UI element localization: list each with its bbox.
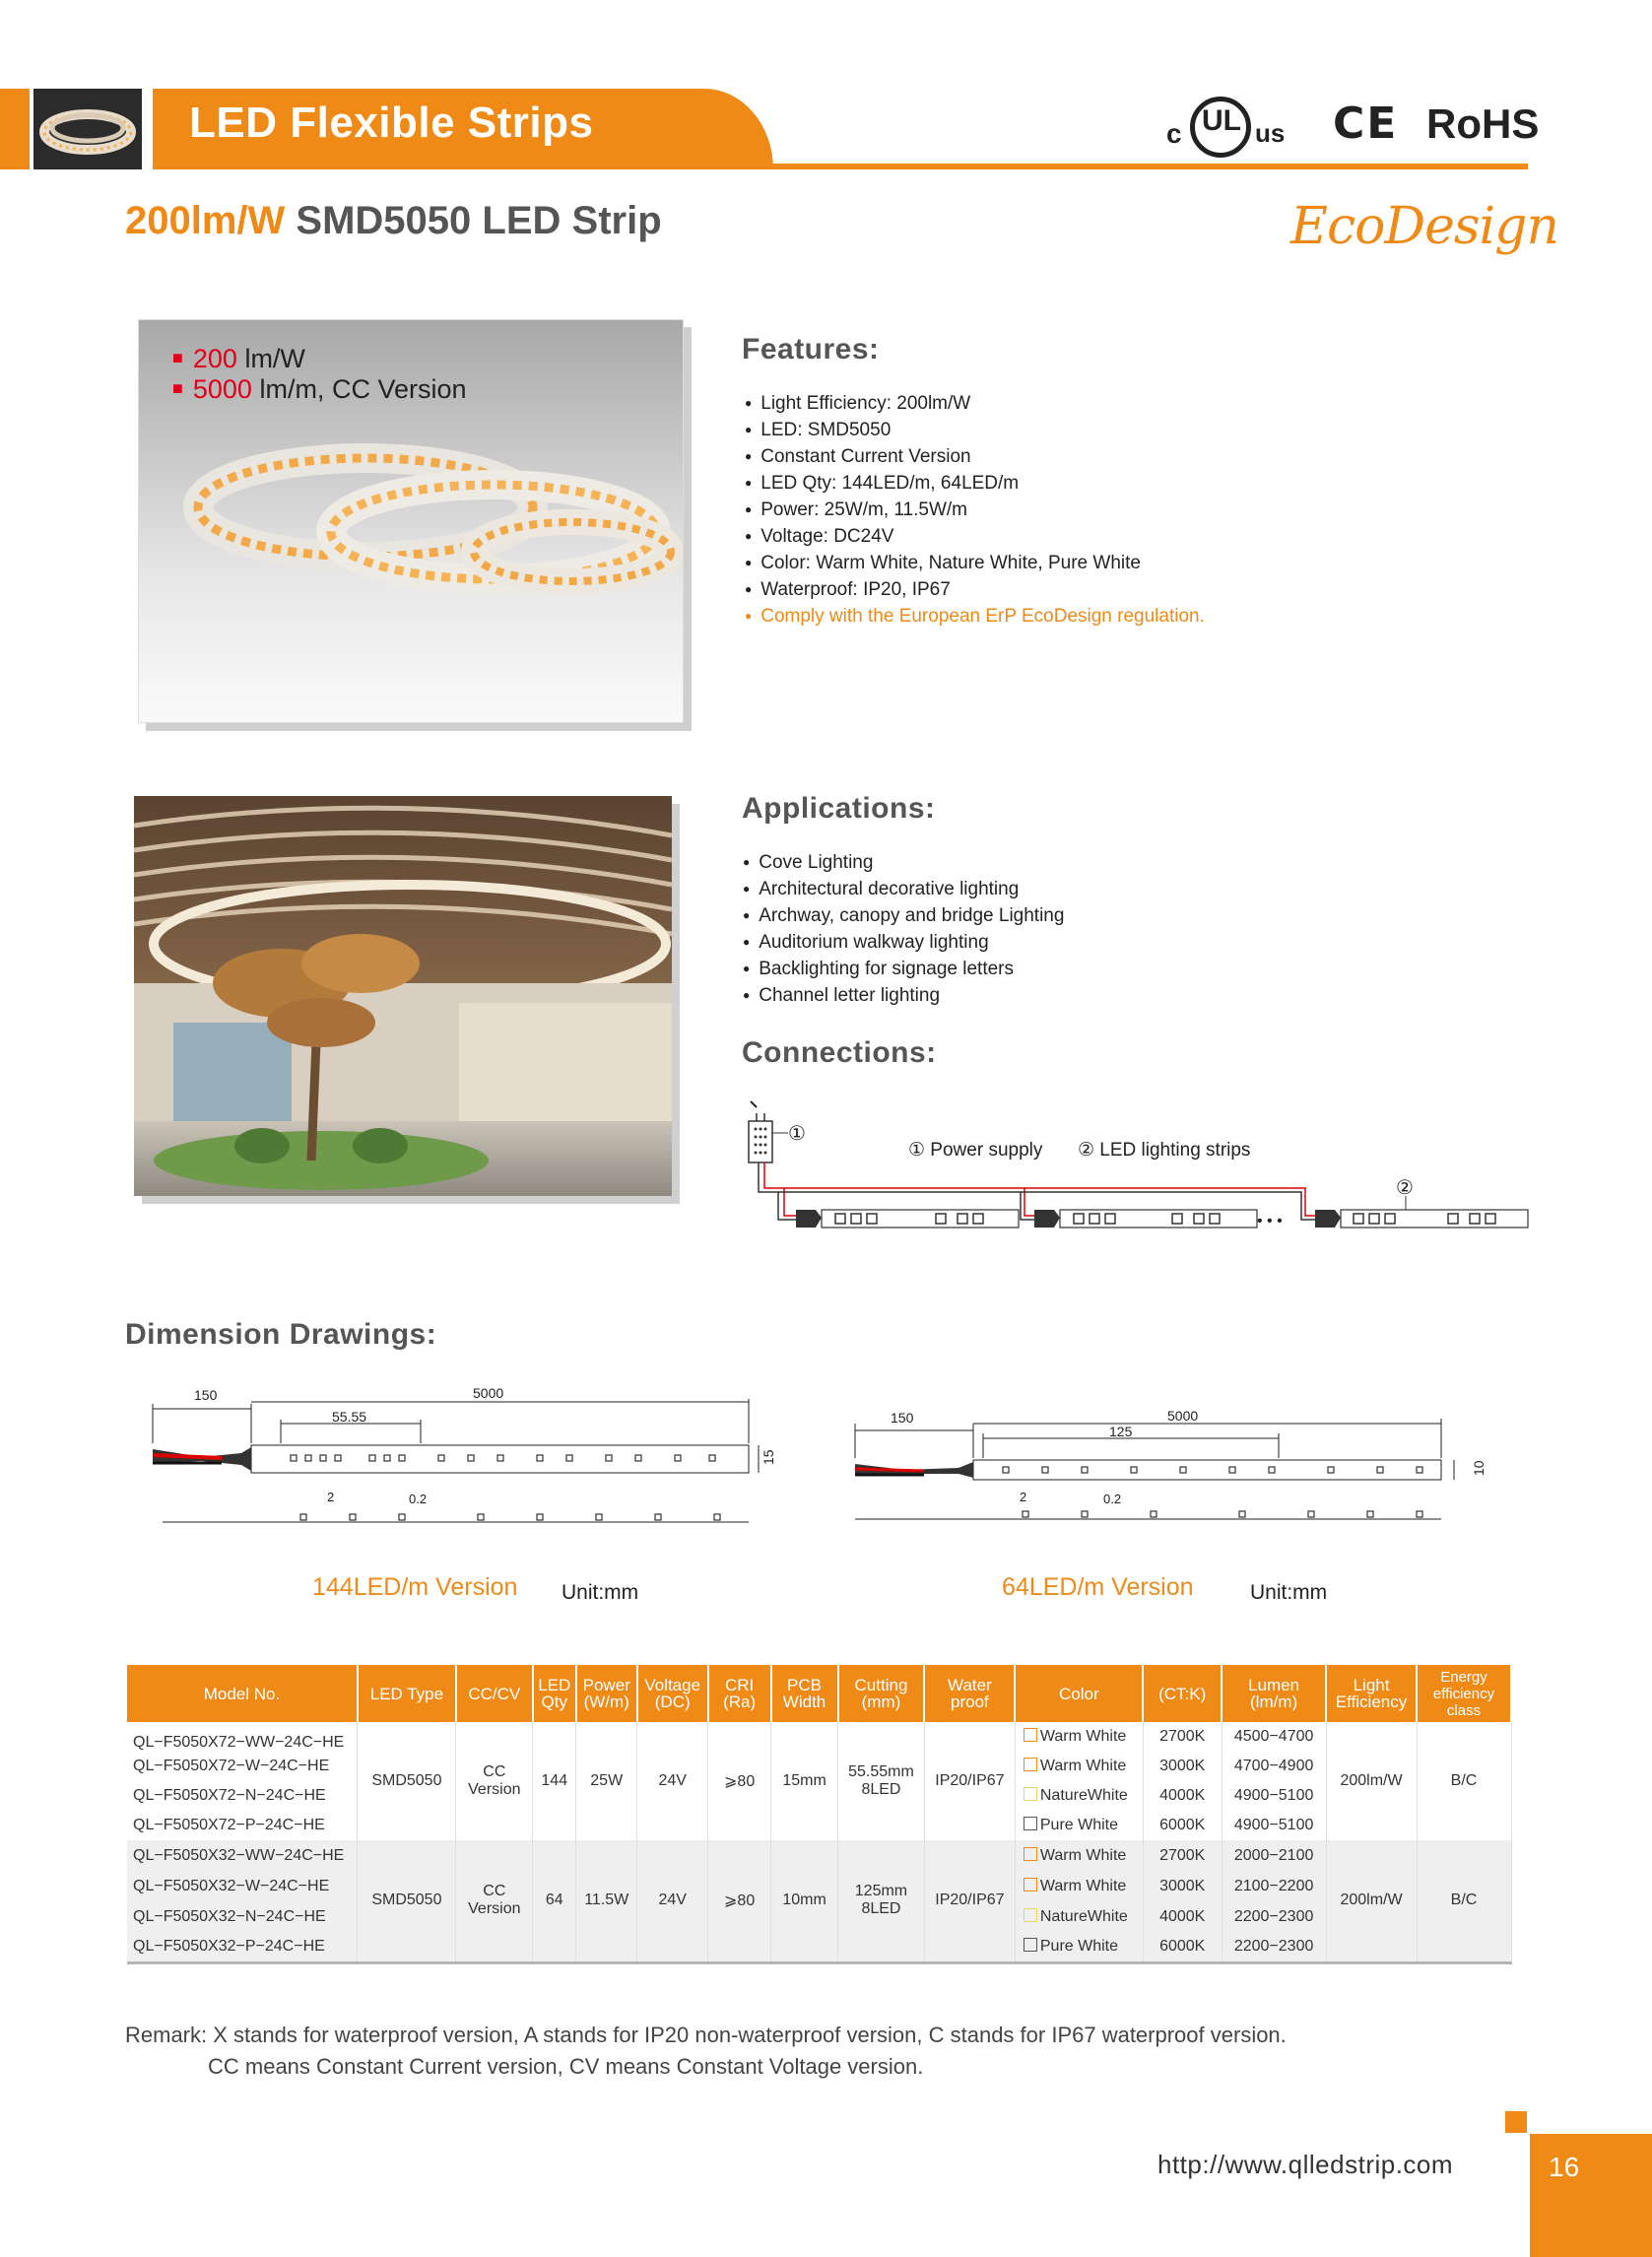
list-item: ● LED Qty: 144LED/m, 64LED/m bbox=[745, 470, 1205, 497]
dim-thickness-a: 2 bbox=[1020, 1490, 1027, 1504]
table-row bbox=[127, 1722, 1511, 1752]
ecodesign-compliance-item: ● Comply with the European ErP EcoDesign regulation. bbox=[745, 603, 1205, 630]
lumen-cell: 4500−4700 bbox=[1222, 1722, 1326, 1752]
model-cell: QL−F5050X72−W−24C−HE bbox=[127, 1752, 358, 1781]
cct-cell: 3000K bbox=[1143, 1752, 1222, 1781]
list-item: ● LED: SMD5050 bbox=[745, 417, 1205, 443]
connections-heading: Connections: bbox=[742, 1036, 937, 1069]
warm-white-swatch-icon bbox=[1024, 1878, 1037, 1892]
list-item: ● Light Efficiency: 200lm/W bbox=[745, 390, 1205, 417]
color-cell: NatureWhite bbox=[1015, 1901, 1143, 1932]
dim-pitch: 125 bbox=[1109, 1424, 1133, 1439]
column-header: Voltage (DC) bbox=[637, 1665, 708, 1722]
cri-cell: ⩾80 bbox=[708, 1722, 771, 1840]
column-header: (CT:K) bbox=[1143, 1665, 1222, 1722]
list-item: ● Backlighting for signage letters bbox=[743, 956, 1064, 982]
efficiency-cell: 200lm/W bbox=[1326, 1722, 1417, 1840]
qty-cell: 144 bbox=[533, 1722, 576, 1840]
version-label-64: 64LED/m Version bbox=[1002, 1573, 1194, 1601]
cct-cell: 4000K bbox=[1143, 1901, 1222, 1932]
table-row bbox=[127, 1840, 1511, 1871]
column-header: Light Efficiency bbox=[1326, 1665, 1417, 1722]
table-header-row bbox=[127, 1665, 1511, 1722]
column-header: LED Type bbox=[358, 1665, 456, 1722]
cri-cell: ⩾80 bbox=[708, 1840, 771, 1962]
header-title: LED Flexible Strips bbox=[189, 99, 594, 147]
dim-width: 15 bbox=[760, 1449, 776, 1465]
ce-mark: CE bbox=[1333, 99, 1399, 149]
color-cell: Warm White bbox=[1015, 1722, 1143, 1752]
list-item: ● Power: 25W/m, 11.5W/m bbox=[745, 497, 1205, 523]
column-header: Lumen (lm/m) bbox=[1222, 1665, 1326, 1722]
cct-cell: 2700K bbox=[1143, 1840, 1222, 1871]
connections-legend-strips: ② LED lighting strips bbox=[1078, 1140, 1251, 1161]
lumen-cell: 2200−2300 bbox=[1222, 1932, 1326, 1962]
led-strip-segment bbox=[1034, 1210, 1257, 1228]
led-type-cell: SMD5050 bbox=[358, 1722, 456, 1840]
connection-diagram bbox=[739, 1094, 1532, 1251]
highlight-efficacy: ■ 200 lm/W bbox=[172, 344, 305, 373]
unit-label-144: Unit:mm bbox=[562, 1581, 639, 1604]
column-header: Model No. bbox=[127, 1665, 358, 1722]
column-header: CRI (Ra) bbox=[708, 1665, 771, 1722]
cutting-cell: 55.55mm 8LED bbox=[838, 1722, 925, 1840]
led-strip-segment bbox=[796, 1210, 1019, 1228]
efficiency-cell: 200lm/W bbox=[1326, 1840, 1417, 1962]
color-cell: Warm White bbox=[1015, 1752, 1143, 1781]
product-photo bbox=[138, 319, 684, 723]
list-item: ● Constant Current Version bbox=[745, 443, 1205, 470]
column-header: Water proof bbox=[924, 1665, 1015, 1722]
lumen-cell: 4900−5100 bbox=[1222, 1811, 1326, 1840]
remark-line-1: Remark: X stands for waterproof version, A stands for IP20 non-waterproof version, C stands for IP67 waterproof version. bbox=[125, 2023, 1287, 2047]
led-type-cell: SMD5050 bbox=[358, 1840, 456, 1962]
voltage-cell: 24V bbox=[637, 1840, 708, 1962]
color-cell: NatureWhite bbox=[1015, 1781, 1143, 1811]
power-supply-marker: ① bbox=[788, 1123, 806, 1145]
dim-pitch: 55.55 bbox=[332, 1409, 367, 1425]
rohs-mark: RoHS bbox=[1426, 100, 1540, 147]
model-cell: QL−F5050X32−W−24C−HE bbox=[127, 1871, 358, 1901]
connections-legend-power: ① Power supply bbox=[908, 1140, 1043, 1161]
applications-heading: Applications: bbox=[742, 792, 936, 825]
website-link[interactable]: http://www.qlledstrip.com bbox=[1157, 2150, 1454, 2179]
ul-us-label: us bbox=[1255, 118, 1286, 148]
ecodesign-badge: EcoDesign bbox=[1290, 197, 1558, 256]
warm-white-swatch-icon bbox=[1024, 1728, 1037, 1742]
list-item: ● Archway, canopy and bridge Lighting bbox=[743, 902, 1064, 929]
ul-c-label: c bbox=[1166, 118, 1182, 149]
color-cell: Warm White bbox=[1015, 1840, 1143, 1871]
cct-cell: 4000K bbox=[1143, 1781, 1222, 1811]
dimension-drawing-144 bbox=[143, 1384, 813, 1532]
dim-thickness-b: 0.2 bbox=[409, 1492, 428, 1506]
color-cell: Warm White bbox=[1015, 1871, 1143, 1901]
dim-width: 10 bbox=[1471, 1460, 1487, 1476]
list-item: ● Cove Lighting bbox=[743, 849, 1064, 876]
pcb-width-cell: 15mm bbox=[771, 1722, 838, 1840]
dim-strip-length: 5000 bbox=[1167, 1409, 1199, 1424]
list-item: ● Voltage: DC24V bbox=[745, 523, 1205, 550]
warm-white-swatch-icon bbox=[1024, 1758, 1037, 1771]
energy-class-cell: B/C bbox=[1417, 1722, 1511, 1840]
color-cell: Pure White bbox=[1015, 1811, 1143, 1840]
applications-list bbox=[743, 849, 1064, 1009]
cccv-cell: CC Version bbox=[456, 1840, 533, 1962]
model-cell: QL−F5050X72−N−24C−HE bbox=[127, 1781, 358, 1811]
pcb-width-cell: 10mm bbox=[771, 1840, 838, 1962]
cccv-cell: CC Version bbox=[456, 1722, 533, 1840]
model-cell: QL−F5050X32−N−24C−HE bbox=[127, 1901, 358, 1932]
photo-highlights bbox=[172, 344, 467, 405]
footer-accent-square bbox=[1505, 2111, 1527, 2133]
model-cell: QL−F5050X72−P−24C−HE bbox=[127, 1811, 358, 1840]
model-cell: QL−F5050X32−P−24C−HE bbox=[127, 1932, 358, 1962]
ul-certification-mark bbox=[1166, 93, 1292, 162]
cct-cell: 6000K bbox=[1143, 1932, 1222, 1962]
cct-cell: 6000K bbox=[1143, 1811, 1222, 1840]
dim-lead-length: 150 bbox=[194, 1387, 218, 1403]
remark bbox=[125, 2020, 1287, 2083]
column-header: LED Qty bbox=[533, 1665, 576, 1722]
cct-cell: 2700K bbox=[1143, 1722, 1222, 1752]
square-bullet-icon: ■ bbox=[172, 378, 183, 398]
nature-white-swatch-icon bbox=[1024, 1787, 1037, 1801]
nature-white-swatch-icon bbox=[1024, 1908, 1037, 1922]
dim-strip-length: 5000 bbox=[473, 1385, 504, 1401]
lumen-cell: 2100−2200 bbox=[1222, 1871, 1326, 1901]
dim-thickness-b: 0.2 bbox=[1103, 1492, 1122, 1506]
product-title bbox=[125, 199, 662, 243]
waterproof-cell: IP20/IP67 bbox=[924, 1722, 1015, 1840]
power-supply-icon bbox=[749, 1101, 772, 1162]
lumen-cell: 4700−4900 bbox=[1222, 1752, 1326, 1781]
led-strip-segment bbox=[1315, 1210, 1528, 1228]
dimension-drawings-heading: Dimension Drawings: bbox=[125, 1318, 437, 1351]
list-item: ● Waterproof: IP20, IP67 bbox=[745, 576, 1205, 603]
power-cell: 25W bbox=[576, 1722, 637, 1840]
remark-line-2: CC means Constant Current version, CV means Constant Voltage version. bbox=[208, 2054, 924, 2079]
model-cell: QL−F5050X72−WW−24C−HE bbox=[127, 1722, 358, 1752]
header-accent-bar bbox=[0, 89, 30, 169]
warm-white-swatch-icon bbox=[1024, 1847, 1037, 1861]
cutting-cell: 125mm 8LED bbox=[838, 1840, 925, 1962]
column-header: PCB Width bbox=[771, 1665, 838, 1722]
lumen-cell: 2200−2300 bbox=[1222, 1901, 1326, 1932]
column-header: CC/CV bbox=[456, 1665, 533, 1722]
qty-cell: 64 bbox=[533, 1840, 576, 1962]
pure-white-swatch-icon bbox=[1024, 1938, 1037, 1952]
energy-class-cell: B/C bbox=[1417, 1840, 1511, 1962]
color-cell: Pure White bbox=[1015, 1932, 1143, 1962]
list-item: ● Channel letter lighting bbox=[743, 982, 1064, 1009]
product-title-efficacy: 200lm/W bbox=[125, 199, 286, 242]
column-header: Energy efficiency class bbox=[1417, 1665, 1511, 1722]
lumen-cell: 4900−5100 bbox=[1222, 1781, 1326, 1811]
dim-lead-length: 150 bbox=[891, 1410, 914, 1426]
column-header: Cutting (mm) bbox=[838, 1665, 925, 1722]
unit-label-64: Unit:mm bbox=[1250, 1581, 1328, 1604]
led-strip-reels-illustration bbox=[139, 438, 683, 635]
pure-white-swatch-icon bbox=[1024, 1817, 1037, 1830]
continuation-dots: • • • bbox=[1257, 1213, 1283, 1229]
dim-thickness-a: 2 bbox=[327, 1490, 335, 1504]
square-bullet-icon: ■ bbox=[172, 348, 183, 367]
ul-center-label: UL bbox=[1202, 104, 1241, 137]
waterproof-cell: IP20/IP67 bbox=[924, 1840, 1015, 1962]
specification-table bbox=[127, 1665, 1512, 1964]
page-number: 16 bbox=[1549, 2152, 1580, 2182]
lumen-cell: 2000−2100 bbox=[1222, 1840, 1326, 1871]
model-cell: QL−F5050X32−WW−24C−HE bbox=[127, 1840, 358, 1871]
voltage-cell: 24V bbox=[637, 1722, 708, 1840]
application-photo-mall bbox=[134, 796, 672, 1196]
column-header: Power (W/m) bbox=[576, 1665, 637, 1722]
features-heading: Features: bbox=[742, 333, 880, 365]
list-item: ● Color: Warm White, Nature White, Pure White bbox=[745, 550, 1205, 576]
strip-marker: ② bbox=[1396, 1177, 1414, 1199]
column-header: Color bbox=[1015, 1665, 1143, 1722]
cct-cell: 3000K bbox=[1143, 1871, 1222, 1901]
version-label-144: 144LED/m Version bbox=[312, 1573, 518, 1601]
features-list bbox=[745, 390, 1205, 630]
dimension-drawing-64 bbox=[845, 1409, 1495, 1537]
led-reel-thumbnail bbox=[33, 89, 142, 169]
header-rule bbox=[153, 164, 1528, 169]
list-item: ● Architectural decorative lighting bbox=[743, 876, 1064, 902]
highlight-flux: ■ 5000 lm/m, CC Version bbox=[172, 374, 467, 404]
product-title-name: SMD5050 LED Strip bbox=[296, 199, 662, 242]
list-item: ● Auditorium walkway lighting bbox=[743, 929, 1064, 956]
power-cell: 11.5W bbox=[576, 1840, 637, 1962]
